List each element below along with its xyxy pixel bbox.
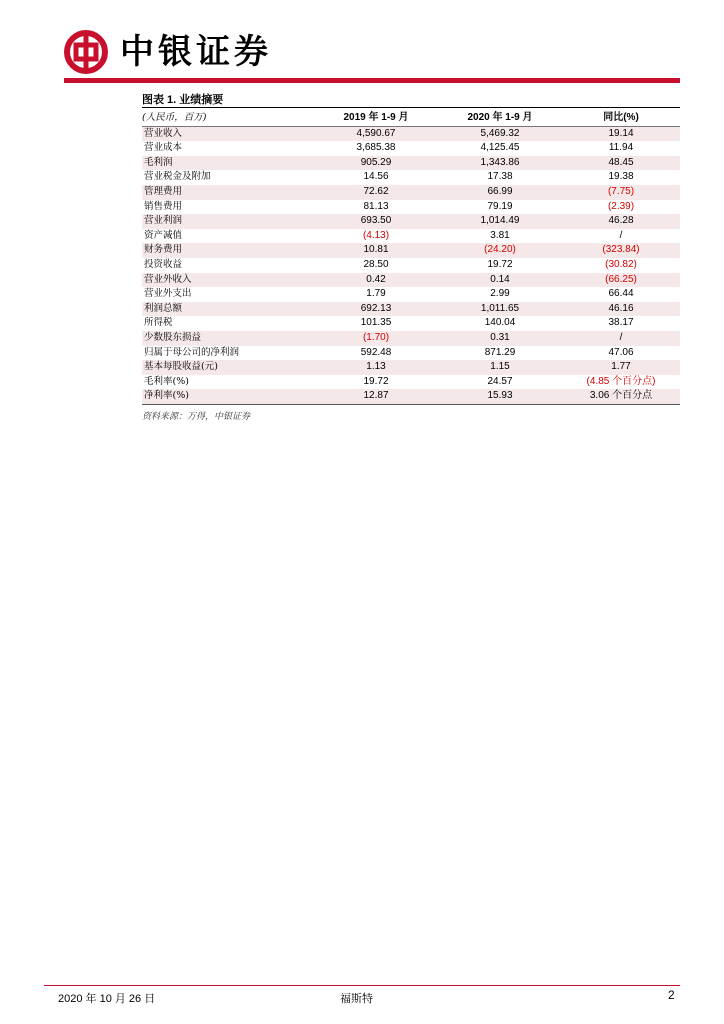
- table-row: [142, 170, 680, 185]
- value-2019: 101.35: [360, 317, 392, 329]
- figure-top-rule: [142, 107, 680, 108]
- bank-of-china-logo-icon: [64, 30, 108, 74]
- row-label: 利润总额: [142, 302, 314, 317]
- value-2019: 693.50: [314, 214, 438, 229]
- value-2019: 4,590.67: [314, 126, 438, 141]
- value-yoy: (30.82): [605, 258, 637, 270]
- brand-name: 中银证券: [120, 32, 272, 72]
- table-row: [142, 258, 680, 273]
- value-yoy: /: [619, 229, 623, 241]
- value-yoy: (66.25): [562, 273, 680, 288]
- value-2020: 66.99: [438, 185, 562, 200]
- value-yoy: (7.75): [562, 185, 680, 200]
- row-label: 归属于母公司的净利润: [144, 346, 240, 358]
- row-label: 营业成本: [144, 142, 183, 154]
- column-header: 2020 年 1-9 月: [438, 111, 562, 126]
- table-row: [142, 229, 680, 244]
- source-note: 资料来源：万得，中银证券: [142, 412, 251, 422]
- page-header: [64, 28, 684, 84]
- table-header-row: [142, 111, 680, 126]
- value-yoy: 48.45: [562, 156, 680, 171]
- value-2020: 1,014.49: [438, 214, 562, 229]
- column-header: 2019 年 1-9 月: [314, 111, 438, 126]
- unit-label: (人民币，百万): [142, 111, 314, 126]
- table-row: [142, 287, 680, 302]
- table-row: [142, 389, 680, 404]
- value-2020: 0.14: [438, 273, 562, 288]
- row-label: 毛利润: [142, 156, 314, 171]
- value-2020: (24.20): [438, 243, 562, 258]
- value-yoy: (323.84): [562, 243, 680, 258]
- table-row: [142, 302, 680, 317]
- table-row: [142, 185, 680, 200]
- value-2019: 81.13: [363, 200, 389, 212]
- value-yoy: 66.44: [608, 288, 634, 300]
- footer-date: 2020 年 10 月 26 日: [58, 993, 156, 1005]
- value-2020: 24.57: [487, 375, 513, 387]
- value-2020: 79.19: [487, 200, 513, 212]
- column-header: 同比(%): [562, 111, 680, 126]
- value-yoy: 46.28: [562, 214, 680, 229]
- value-yoy: 11.94: [608, 142, 634, 154]
- row-label: 少数股东损益: [142, 331, 314, 346]
- value-yoy: 46.16: [562, 302, 680, 317]
- value-2019: 28.50: [363, 258, 389, 270]
- value-2020: 17.38: [487, 171, 513, 183]
- table-row: [142, 331, 680, 346]
- value-2019: (4.13): [362, 229, 390, 241]
- value-2019: 72.62: [314, 185, 438, 200]
- row-label: 营业外支出: [144, 288, 192, 300]
- row-label: 营业收入: [142, 126, 314, 141]
- page-number: 2: [668, 988, 675, 1002]
- table-row: [142, 316, 680, 331]
- table-row: [142, 200, 680, 215]
- value-2019: (1.70): [314, 331, 438, 346]
- row-label: 营业税金及附加: [144, 171, 211, 183]
- value-yoy: (4.85 个百分点): [586, 375, 656, 387]
- row-label: 基本每股收益(元): [142, 360, 314, 375]
- row-label: 净利率(%): [142, 389, 314, 404]
- value-2019: 3,685.38: [356, 142, 396, 154]
- row-label: 资产减值: [144, 229, 183, 241]
- row-label: 毛利率(%): [144, 375, 189, 387]
- value-2020: 871.29: [484, 346, 516, 358]
- table-row: [142, 126, 680, 141]
- value-2020: 19.72: [487, 258, 513, 270]
- value-yoy: (2.39): [607, 200, 635, 212]
- value-2020: 4,125.45: [480, 142, 520, 154]
- table-row: [142, 156, 680, 171]
- value-2019: 19.72: [363, 375, 389, 387]
- value-2019: 905.29: [314, 156, 438, 171]
- value-yoy: 3.06 个百分点: [562, 389, 680, 404]
- table-body: [142, 126, 680, 404]
- value-2020: 2.99: [490, 288, 510, 300]
- value-yoy: /: [562, 331, 680, 346]
- row-label: 财务费用: [142, 243, 314, 258]
- value-2020: 1,011.65: [438, 302, 562, 317]
- value-2020: 15.93: [438, 389, 562, 404]
- row-label: 投资收益: [144, 258, 183, 270]
- value-2020: 0.31: [438, 331, 562, 346]
- value-2019: 1.79: [366, 288, 386, 300]
- value-yoy: 19.14: [562, 126, 680, 141]
- value-2020: 5,469.32: [438, 126, 562, 141]
- row-label: 营业外收入: [142, 273, 314, 288]
- table-row: [142, 214, 680, 229]
- value-2020: 140.04: [484, 317, 516, 329]
- value-2019: 692.13: [314, 302, 438, 317]
- value-2020: 1,343.86: [438, 156, 562, 171]
- value-2019: 1.13: [314, 360, 438, 375]
- table-row: [142, 360, 680, 375]
- footer-rule: [44, 985, 680, 986]
- row-label: 所得税: [144, 317, 173, 329]
- value-yoy: 1.77: [562, 360, 680, 375]
- table-row: [142, 346, 680, 361]
- table-row: [142, 375, 680, 390]
- figure-title: 图表 1. 业绩摘要: [142, 94, 224, 106]
- value-2019: 592.48: [360, 346, 392, 358]
- table-row: [142, 243, 680, 258]
- table-row: [142, 273, 680, 288]
- results-summary-table: [142, 111, 680, 405]
- value-2019: 14.56: [363, 171, 389, 183]
- value-yoy: 47.06: [608, 346, 634, 358]
- value-2019: 0.42: [314, 273, 438, 288]
- header-rule: [64, 78, 680, 83]
- row-label: 管理费用: [142, 185, 314, 200]
- value-2020: 1.15: [438, 360, 562, 375]
- row-label: 营业利润: [142, 214, 314, 229]
- value-yoy: 19.38: [608, 171, 634, 183]
- value-2020: 3.81: [490, 229, 510, 241]
- value-2019: 12.87: [314, 389, 438, 404]
- footer-company-name: 福斯特: [340, 992, 373, 1005]
- row-label: 销售费用: [144, 200, 183, 212]
- table-row: [142, 141, 680, 156]
- value-yoy: 38.17: [608, 317, 634, 329]
- value-2019: 10.81: [314, 243, 438, 258]
